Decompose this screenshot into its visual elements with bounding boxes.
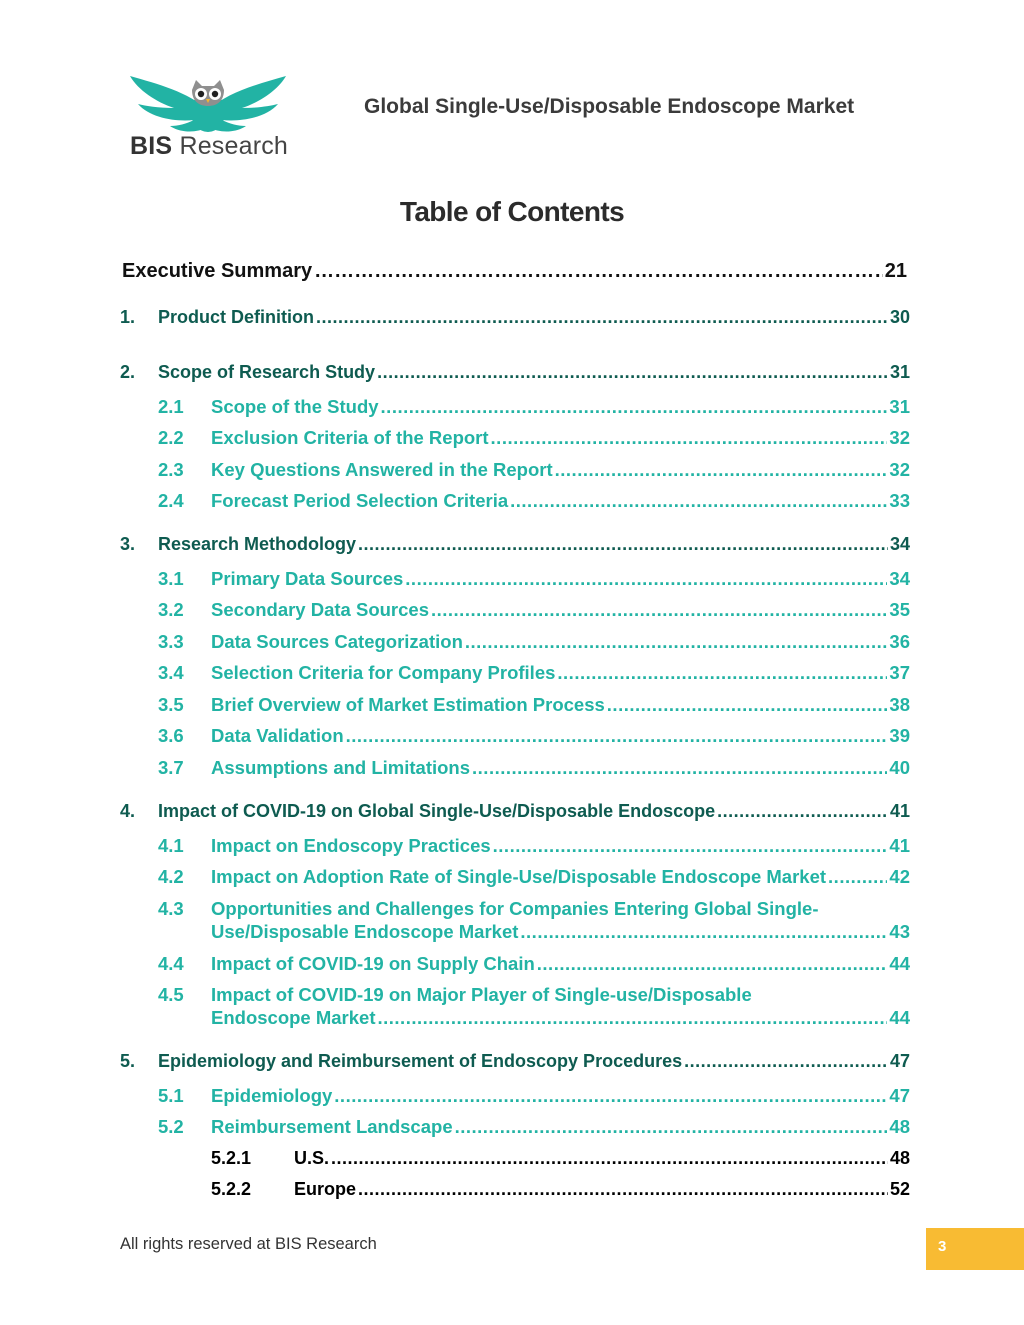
toc-page: 34 <box>889 534 910 554</box>
toc-leader-dots <box>537 953 888 975</box>
toc-number: 2.1 <box>158 396 184 417</box>
page-number-badge <box>926 1228 1024 1270</box>
page-number: 3 <box>938 1238 947 1255</box>
toc-number: 3.3 <box>158 631 184 652</box>
toc-entry-3-1[interactable] <box>158 568 910 590</box>
toc-leader-dots <box>491 427 888 449</box>
toc-number: 2.2 <box>158 427 184 448</box>
toc-page: 32 <box>889 427 910 448</box>
toc-label: Exclusion Criteria of the Report <box>211 427 489 448</box>
toc-label: Primary Data Sources <box>211 568 404 589</box>
toc-leader-dots <box>346 725 888 747</box>
toc-entry-3-2[interactable] <box>158 599 910 621</box>
toc-leader-dots <box>381 396 888 418</box>
toc-number: 5.2.1 <box>211 1148 252 1168</box>
toc-label: Impact on Endoscopy Practices <box>211 835 491 856</box>
toc-entry-5-1[interactable] <box>158 1085 910 1107</box>
toc-number: 4.3 <box>158 898 184 919</box>
toc-label: Key Questions Answered in the Report <box>211 459 553 480</box>
toc-entry-4-1[interactable] <box>158 835 910 857</box>
toc-page: 41 <box>889 801 910 821</box>
toc-entry-5-2-2[interactable] <box>211 1179 910 1200</box>
toc-number: 3.5 <box>158 694 184 715</box>
toc-leader-dots <box>334 1085 887 1107</box>
toc-page: 33 <box>889 490 910 511</box>
toc-leader-dots <box>472 757 887 779</box>
toc-label: Epidemiology <box>211 1085 333 1106</box>
logo-wordmark: BIS Research <box>130 132 289 160</box>
toc-number: 4.5 <box>158 984 184 1005</box>
toc-leader-dots <box>828 866 887 888</box>
toc-leader-dots <box>493 835 888 857</box>
toc-number: 3.1 <box>158 568 184 589</box>
toc-label-line2: Endoscope Market <box>211 1007 376 1028</box>
toc-number: 2.3 <box>158 459 184 480</box>
toc-number: 4.1 <box>158 835 184 856</box>
toc-entry-4-4[interactable] <box>158 953 910 975</box>
toc-page: 21 <box>884 260 907 282</box>
toc-entry-5-2-1[interactable] <box>211 1148 910 1169</box>
toc-leader-dots <box>455 1116 888 1138</box>
toc-number: 4.4 <box>158 953 184 974</box>
footer-rights: All rights reserved at BIS Research <box>120 1235 377 1253</box>
toc-page: 52 <box>889 1179 910 1199</box>
toc-page: 44 <box>889 953 910 974</box>
toc-label: Product Definition <box>158 307 314 327</box>
toc-page: 36 <box>889 631 910 652</box>
toc-label: Impact of COVID-19 on Global Single-Use/Disposable Endoscope <box>158 801 716 821</box>
toc-leader-dots <box>717 801 888 822</box>
toc-entry-3-4[interactable] <box>158 662 910 684</box>
toc-entry-2-3[interactable] <box>158 459 910 481</box>
toc-leader-dots <box>431 599 887 621</box>
toc-page: 44 <box>889 1007 910 1028</box>
toc-entry-2-4[interactable] <box>158 490 910 512</box>
toc-page: 32 <box>889 459 910 480</box>
toc-page: 48 <box>889 1148 910 1168</box>
toc-label: U.S. <box>294 1148 330 1168</box>
toc-number: 4.2 <box>158 866 184 887</box>
toc-label: Research Methodology <box>158 534 357 554</box>
toc-label: Data Sources Categorization <box>211 631 463 652</box>
toc-label: Brief Overview of Market Estimation Process <box>211 694 605 715</box>
toc-leader-dots <box>520 921 887 943</box>
toc-page: 35 <box>889 599 910 620</box>
toc-label: Reimbursement Landscape <box>211 1116 453 1137</box>
toc-entry-3-5[interactable] <box>158 694 910 716</box>
toc-leader-dots <box>684 1051 888 1072</box>
toc-label: Selection Criteria for Company Profiles <box>211 662 556 683</box>
toc-leader-dots <box>465 631 888 653</box>
toc-number: 5.1 <box>158 1085 184 1106</box>
toc-number: 3. <box>120 534 136 554</box>
toc-label: Scope of Research Study <box>158 362 376 382</box>
toc-leader-dots <box>316 307 888 328</box>
toc-entry-5[interactable] <box>120 1051 910 1072</box>
toc-executive-summary[interactable] <box>122 260 907 283</box>
toc-number: 3.6 <box>158 725 184 746</box>
toc-label-line1: Opportunities and Challenges for Companies Entering Global Single- <box>211 898 819 919</box>
toc-leader-dots <box>314 260 883 283</box>
toc-label-line1: Impact of COVID-19 on Major Player of Single-use/Disposable <box>211 984 752 1005</box>
toc-heading: Table of Contents <box>399 196 625 227</box>
toc-entry-3[interactable] <box>120 534 910 555</box>
toc-number: 3.7 <box>158 757 184 778</box>
toc-label: Europe <box>294 1179 357 1199</box>
toc-number: 2.4 <box>158 490 184 511</box>
toc-label: Scope of the Study <box>211 396 379 417</box>
toc-entry-3-6[interactable] <box>158 725 910 747</box>
toc-leader-dots <box>557 662 887 684</box>
toc-leader-dots <box>358 534 888 555</box>
toc-page: 31 <box>889 396 910 417</box>
toc-entry-5-2[interactable] <box>158 1116 910 1138</box>
toc-page: 43 <box>889 921 910 942</box>
toc-label: Secondary Data Sources <box>211 599 429 620</box>
toc-entry-2[interactable] <box>120 362 910 383</box>
toc-page: 31 <box>889 362 910 382</box>
toc-page: 40 <box>889 757 910 778</box>
toc-page: 48 <box>889 1116 910 1137</box>
toc-page: 39 <box>889 725 910 746</box>
toc-page: 47 <box>889 1085 910 1106</box>
document-title: Global Single-Use/Disposable Endoscope Market <box>364 95 855 118</box>
toc-label: Executive Summary <box>122 260 313 282</box>
toc-number: 3.4 <box>158 662 184 683</box>
toc-leader-dots <box>405 568 887 590</box>
toc-leader-dots <box>607 694 888 716</box>
toc-leader-dots <box>555 459 888 481</box>
toc-leader-dots <box>358 1179 888 1200</box>
toc-page: 41 <box>889 835 910 856</box>
toc-leader-dots <box>510 490 887 512</box>
toc-entry-2-2[interactable] <box>158 427 910 449</box>
toc-page: 30 <box>889 307 910 327</box>
toc-entry-2-1[interactable] <box>158 396 910 418</box>
toc-entry-4[interactable] <box>120 801 910 822</box>
toc-leader-dots <box>331 1148 888 1169</box>
toc-label: Epidemiology and Reimbursement of Endoscopy Procedures <box>158 1051 683 1071</box>
toc-page: 42 <box>889 866 910 887</box>
toc-leader-dots <box>377 362 888 383</box>
toc-page: 38 <box>889 694 910 715</box>
toc-label: Impact of COVID-19 on Supply Chain <box>211 953 535 974</box>
toc-entry-3-3[interactable] <box>158 631 910 653</box>
toc-entry-1[interactable] <box>120 307 910 328</box>
toc-number: 5. <box>120 1051 136 1071</box>
toc-number: 5.2 <box>158 1116 184 1137</box>
toc-label: Assumptions and Limitations <box>211 757 471 778</box>
toc-number: 1. <box>120 307 136 327</box>
toc-number: 5.2.2 <box>211 1179 252 1199</box>
toc-label: Impact on Adoption Rate of Single-Use/Disposable Endoscope Market <box>211 866 827 887</box>
toc-page: 37 <box>889 662 910 683</box>
toc-label-line2: Use/Disposable Endoscope Market <box>211 921 519 942</box>
toc-leader-dots <box>378 1007 888 1029</box>
toc-number: 3.2 <box>158 599 184 620</box>
toc-label: Data Validation <box>211 725 344 746</box>
toc-number: 4. <box>120 801 136 821</box>
toc-entry-3-7[interactable] <box>158 757 910 779</box>
toc-entry-4-2[interactable] <box>158 866 910 888</box>
toc-number: 2. <box>120 362 136 382</box>
toc-label: Forecast Period Selection Criteria <box>211 490 509 511</box>
toc-page: 34 <box>889 568 910 589</box>
toc-page: 47 <box>889 1051 910 1071</box>
